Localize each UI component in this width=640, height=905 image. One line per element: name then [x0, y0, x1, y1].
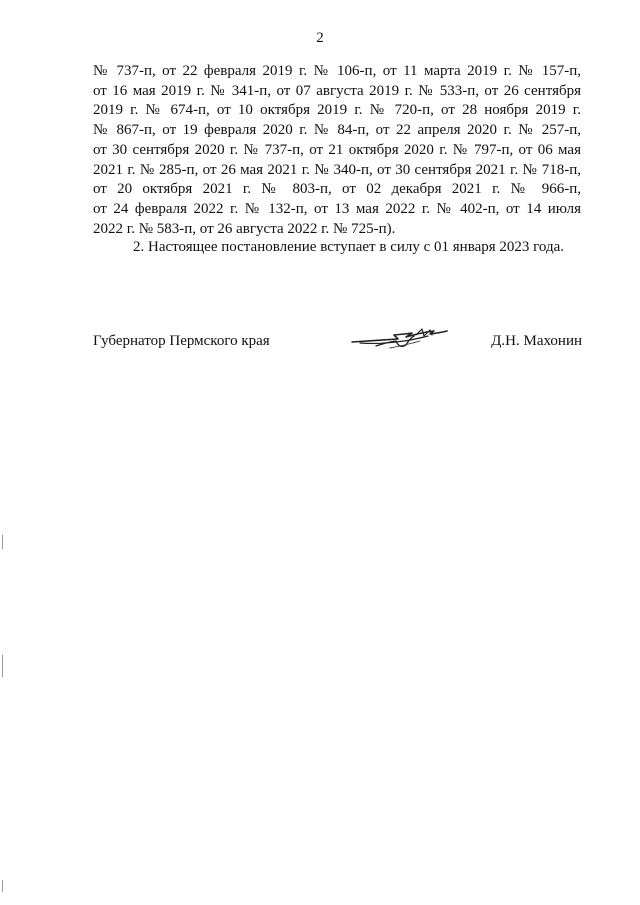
- paragraph-1-line: 2022 г. № 583-п, от 26 августа 2022 г. № 725-п).: [93, 220, 396, 237]
- paragraph-1-line: 2021 г. № 285-п, от 26 мая 2021 г. № 340-п, от 30 сентября 2021 г. № 718-п,: [93, 161, 581, 178]
- paragraph-1-line: от 24 февраля 2022 г. № 132-п, от 13 мая 2022 г. № 402-п, от 14 июля: [93, 200, 581, 217]
- signatory-title: Губернатор Пермского края: [93, 333, 270, 349]
- paragraph-1-line: 2019 г. № 674-п, от 10 октября 2019 г. № 720-п, от 28 ноября 2019 г.: [93, 102, 581, 119]
- signatory-name: Д.Н. Махонин: [491, 333, 582, 349]
- scan-edge-mark: [2, 535, 3, 549]
- scan-edge-mark: [2, 655, 3, 677]
- handwritten-signature: [350, 322, 450, 356]
- page-number: 2: [316, 30, 324, 46]
- paragraph-1-line: от 20 октября 2021 г. № 803-п, от 02 декабря 2021 г. № 966-п,: [93, 181, 581, 198]
- paragraph-1-line: от 16 мая 2019 г. № 341-п, от 07 августа 2019 г. № 533-п, от 26 сентября: [93, 82, 581, 99]
- paragraph-1-line: № 867-п, от 19 февраля 2020 г. № 84-п, от 22 апреля 2020 г. № 257-п,: [93, 122, 581, 139]
- scan-edge-mark: [2, 880, 3, 892]
- paragraph-1-line: от 30 сентября 2020 г. № 737-п, от 21 октября 2020 г. № 797-п, от 06 мая: [93, 141, 581, 158]
- paragraph-1: [93, 62, 581, 239]
- paragraph-1-line: № 737-п, от 22 февраля 2019 г. № 106-п, от 11 марта 2019 г. № 157-п,: [93, 63, 581, 79]
- paragraph-2: 2. Настоящее постановление вступает в силу с 01 января 2023 года.: [133, 239, 565, 255]
